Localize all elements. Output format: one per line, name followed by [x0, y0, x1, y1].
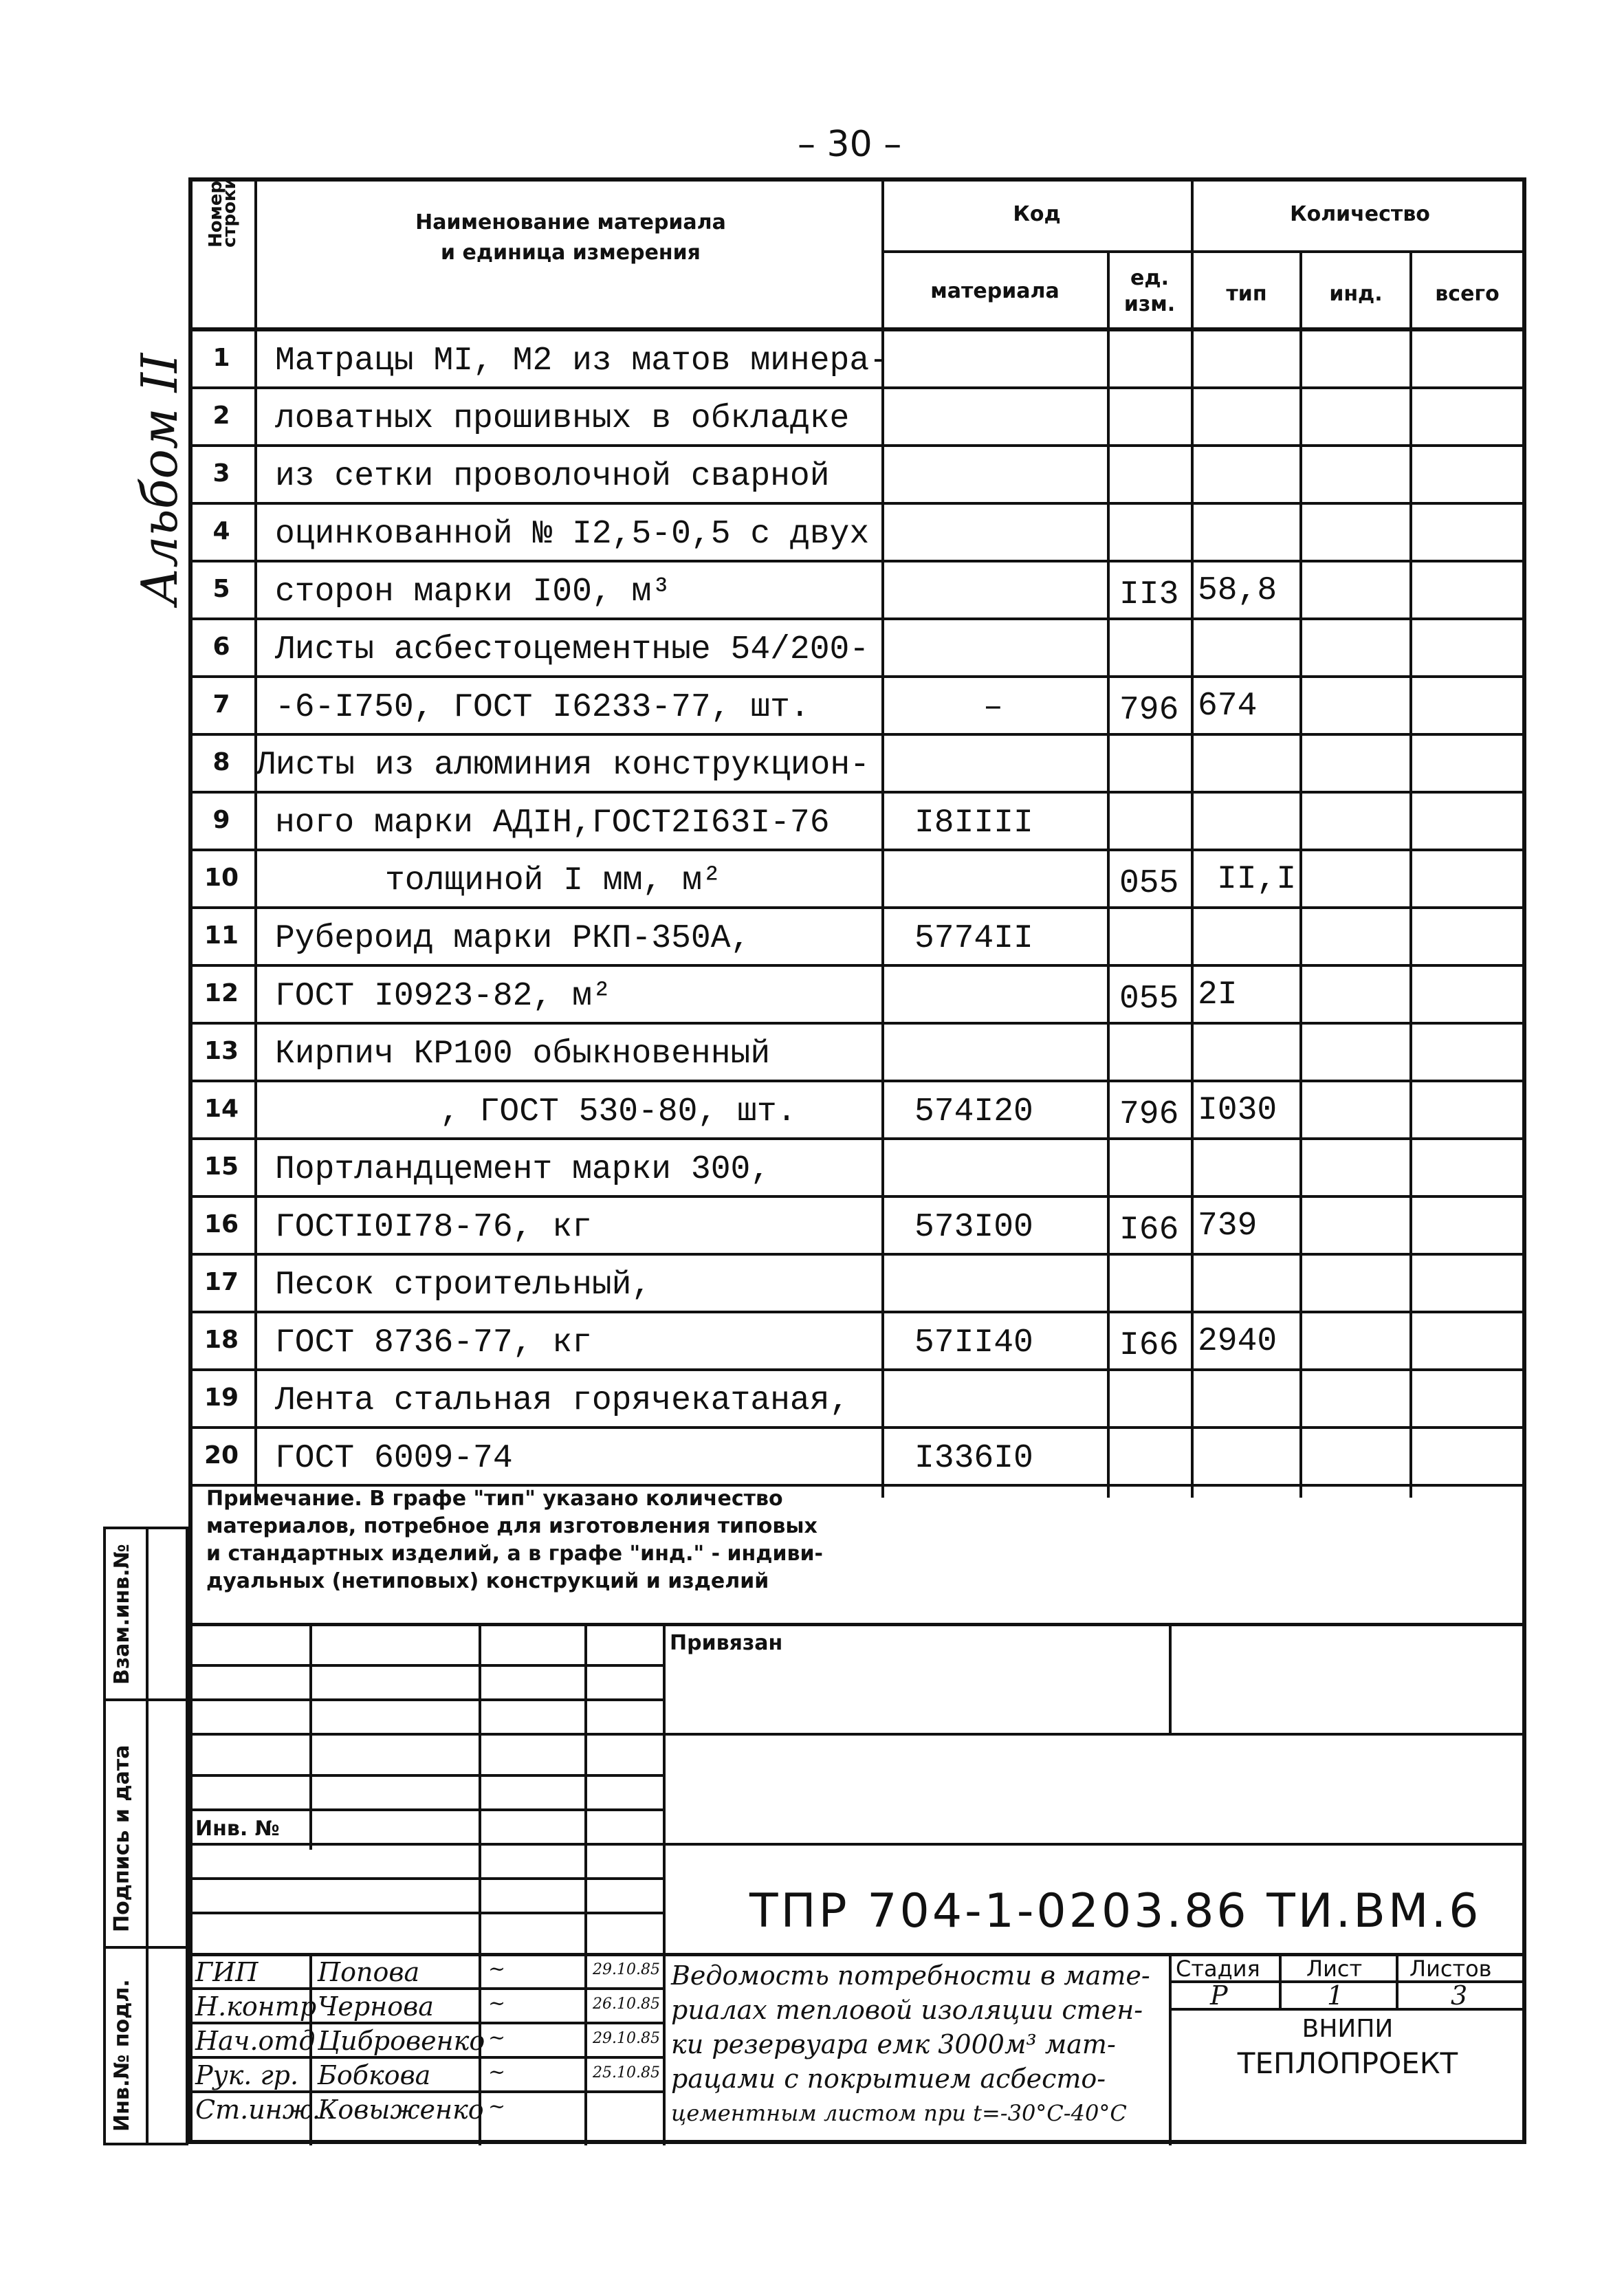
description-line: Ведомость потребности в мате-	[671, 1960, 1150, 1991]
row-number: 4	[212, 517, 230, 545]
signature-role: Нач.отд	[195, 2026, 316, 2056]
signature-mark: ~	[488, 1957, 506, 1981]
row-line	[188, 906, 1526, 909]
quantity-type: 739	[1198, 1207, 1258, 1245]
unit-code: I66	[1119, 1212, 1179, 1249]
row-number: 8	[212, 748, 230, 776]
album-label: Альбом II	[131, 353, 188, 605]
tb-vline	[309, 1623, 312, 1850]
header-qty-group: Количество	[1290, 202, 1430, 226]
material-code: I336I0	[914, 1440, 1033, 1477]
header-qty-ind: инд.	[1329, 282, 1383, 306]
row-number: 2	[212, 402, 230, 430]
unit-code: 796	[1119, 1096, 1179, 1133]
signature-mark: ~	[488, 2095, 506, 2119]
row-number: 12	[204, 979, 239, 1007]
row-number: 18	[204, 1326, 239, 1354]
quantity-type: II,I	[1217, 861, 1297, 898]
material-name: , ГОСТ 530-80, шт.	[440, 1093, 797, 1130]
row-number: 15	[204, 1152, 239, 1181]
unit-code: II3	[1119, 576, 1179, 613]
material-name: Матрацы МI, М2 из матов минера-	[275, 342, 889, 380]
tb-line	[188, 2056, 663, 2059]
row-line	[188, 444, 1526, 447]
note-line: дуальных (нетиповых) конструкций и изделий	[206, 1569, 769, 1593]
note	[206, 1485, 1100, 1595]
quantity-type: 2I	[1198, 976, 1238, 1014]
header-name-line2: и единица измерения	[441, 241, 701, 265]
tb-line	[188, 2022, 663, 2024]
note-line: материалов, потребное для изготовления типовых	[206, 1514, 818, 1538]
description-line: риалах тепловой изоляции стен-	[671, 1995, 1143, 2025]
material-name: Рубероид марки РКП-350А,	[275, 920, 751, 957]
row-number: 10	[204, 864, 239, 892]
tb-vline	[1279, 1953, 1282, 2008]
quantity-type: 2940	[1198, 1323, 1277, 1360]
document-code: ТПР 704-1-0203.86 ТИ.ВМ.6	[749, 1884, 1482, 1938]
signature-role: Ст.инж.	[195, 2095, 320, 2125]
signature-date: 26.10.85	[593, 1996, 660, 2013]
signature-name: Бобкова	[318, 2060, 431, 2090]
material-name: Лента стальная горячекатаная,	[275, 1382, 850, 1419]
material-name: оцинкованной № I2,5-0,5 с двух	[275, 516, 870, 553]
tb-line	[188, 1664, 663, 1667]
header-qty-total: всего	[1435, 282, 1500, 306]
material-name: ГОСТ 6009-74	[275, 1440, 513, 1477]
row-line	[188, 791, 1526, 794]
stage-label: Стадия	[1176, 1956, 1260, 1982]
row-number: 19	[204, 1384, 239, 1412]
material-code: 5774II	[914, 920, 1033, 957]
signature-name: Попова	[318, 1957, 420, 1987]
header-name-line1: Наименование материала	[415, 210, 726, 234]
row-line	[188, 675, 1526, 678]
row-line	[188, 1426, 1526, 1429]
signature-mark: ~	[488, 2026, 506, 2050]
row-line	[188, 1311, 1526, 1313]
signature-name: Ковыженко	[318, 2095, 484, 2125]
material-name: -6-I750, ГОСТ I6233-77, шт.	[275, 689, 810, 726]
document-description	[671, 1958, 1150, 2130]
unit-code: 055	[1119, 981, 1179, 1018]
header-subline	[881, 250, 1526, 253]
signature-mark: ~	[488, 2060, 506, 2084]
row-number: 9	[212, 806, 230, 834]
row-number: 1	[212, 344, 230, 372]
material-name: ГОСТ I0923-82, м²	[275, 978, 612, 1015]
description-line: рацами с покрытием асбесто-	[671, 2064, 1106, 2094]
material-code: –	[983, 689, 1003, 726]
unit-code: 796	[1119, 692, 1179, 729]
row-line	[188, 733, 1526, 736]
row-number: 20	[204, 1441, 239, 1469]
row-number: 11	[204, 921, 239, 950]
material-name: ловатных прошивных в обкладке	[275, 400, 850, 437]
tb-line	[188, 1774, 663, 1777]
header-bottom-line	[188, 327, 1526, 331]
tb-line	[188, 1987, 663, 1990]
tb-vline	[1169, 1623, 1172, 1733]
row-number: 5	[212, 575, 230, 603]
tb-vline	[479, 1623, 481, 2145]
header-code-group: Код	[1013, 202, 1061, 226]
material-name: ного марки АДIН,ГОСТ2I63I-76	[275, 805, 830, 842]
signature-name: Чернова	[318, 1991, 434, 2022]
quantity-type: I030	[1198, 1092, 1277, 1129]
row-number: 3	[212, 459, 230, 488]
signature-date: 29.10.85	[593, 1961, 660, 1978]
note-line: Примечание. В графе "тип" указано количество	[206, 1487, 783, 1511]
row-line	[188, 617, 1526, 620]
row-line	[188, 1022, 1526, 1025]
header-code-material: материала	[930, 279, 1060, 303]
side-label-inv: Инв.№ подл.	[110, 1979, 134, 2132]
row-number: 17	[204, 1268, 239, 1296]
material-name: Листы асбестоцементные 54/200-	[275, 631, 870, 668]
material-name: ГОСТ 8736-77, кг	[275, 1324, 592, 1362]
tb-line	[188, 1877, 663, 1880]
row-line	[188, 1080, 1526, 1082]
row-number: 14	[204, 1095, 239, 1123]
signature-role: Н.контр	[195, 1991, 317, 2022]
tb-vline	[584, 1623, 587, 2145]
row-line	[188, 1368, 1526, 1371]
sheets-label: Листов	[1409, 1956, 1492, 1982]
row-line	[188, 1137, 1526, 1140]
material-name: Кирпич КР100 обыкновенный	[275, 1036, 771, 1073]
row-number: 13	[204, 1037, 239, 1065]
material-name: ГОСТI0I78-76, кг	[275, 1209, 592, 1246]
description-line: цементным листом при t=-30°С-40°С	[671, 2100, 1127, 2126]
material-name: Песок строительный,	[275, 1267, 652, 1304]
material-code: 57II40	[914, 1324, 1033, 1362]
side-stamp-divider	[146, 1527, 149, 2145]
row-line	[188, 502, 1526, 505]
row-line	[188, 849, 1526, 851]
org-line1: ВНИПИ	[1302, 2015, 1394, 2043]
side-label-podpis: Подпись и дата	[110, 1745, 134, 1932]
material-name: Листы из алюминия конструкцион-	[256, 747, 870, 784]
signature-role: Рук. гр.	[195, 2060, 299, 2090]
header-code-unit: ед. изм.	[1123, 266, 1176, 316]
quantity-type: 674	[1198, 688, 1258, 725]
material-code: 573I00	[914, 1209, 1033, 1246]
row-line	[188, 560, 1526, 562]
tb-line	[188, 2090, 663, 2093]
tb-line	[188, 1733, 1526, 1736]
material-name: толщиной I мм, м²	[385, 862, 722, 899]
unit-code: 055	[1119, 865, 1179, 902]
material-code: I8IIII	[914, 805, 1033, 842]
header-qty-type: тип	[1226, 282, 1267, 306]
row-number: 6	[212, 633, 230, 661]
tb-line	[188, 1912, 663, 1914]
tb-line	[188, 1843, 1526, 1846]
quantity-type: 58,8	[1198, 572, 1277, 609]
material-name: сторон марки I00, м³	[275, 573, 672, 611]
material-code: 574I20	[914, 1093, 1033, 1130]
row-line	[188, 386, 1526, 389]
sheet-label: Лист	[1306, 1956, 1363, 1982]
row-line	[188, 964, 1526, 967]
tb-vline	[1396, 1953, 1398, 2008]
row-number: 7	[212, 690, 230, 719]
side-label-vzam: Взам.инв.№	[110, 1544, 134, 1685]
col-line-type	[1191, 177, 1194, 1498]
sheet-value: 1	[1327, 1980, 1344, 2011]
description-line: ки резервуара емк 3000м³ мат-	[671, 2029, 1116, 2059]
signature-role: ГИП	[195, 1957, 259, 1987]
signature-date: 25.10.85	[593, 2064, 660, 2081]
material-name: из сетки проволочной сварной	[275, 458, 830, 495]
tb-vline	[663, 1623, 666, 2145]
tb-line	[188, 1698, 663, 1701]
unit-code: I66	[1119, 1327, 1179, 1364]
tb-line	[188, 1808, 663, 1811]
row-number: 16	[204, 1210, 239, 1238]
stage-value: Р	[1210, 1980, 1228, 2011]
signature-date: 29.10.85	[593, 2030, 660, 2047]
row-line	[188, 1195, 1526, 1198]
material-name: Портландцемент марки 300,	[275, 1151, 771, 1188]
note-line: и стандартных изделий, а в графе "инд." - индиви-	[206, 1542, 823, 1566]
inv-no-label: Инв. №	[195, 1817, 280, 1841]
signature-mark: ~	[488, 1991, 506, 2015]
sheets-value: 3	[1451, 1980, 1468, 2011]
org-line2: ТЕПЛОПРОЕКТ	[1237, 2046, 1458, 2080]
col-line-rownum	[254, 177, 257, 1498]
row-line	[188, 1253, 1526, 1256]
signature-name: Цибровенко	[318, 2026, 485, 2056]
header-row-num: Номер строки	[206, 177, 240, 248]
page-number: – 30 –	[798, 124, 902, 165]
privyazan-label: Привязан	[670, 1631, 783, 1655]
titleblock-top-line	[188, 1623, 1526, 1626]
